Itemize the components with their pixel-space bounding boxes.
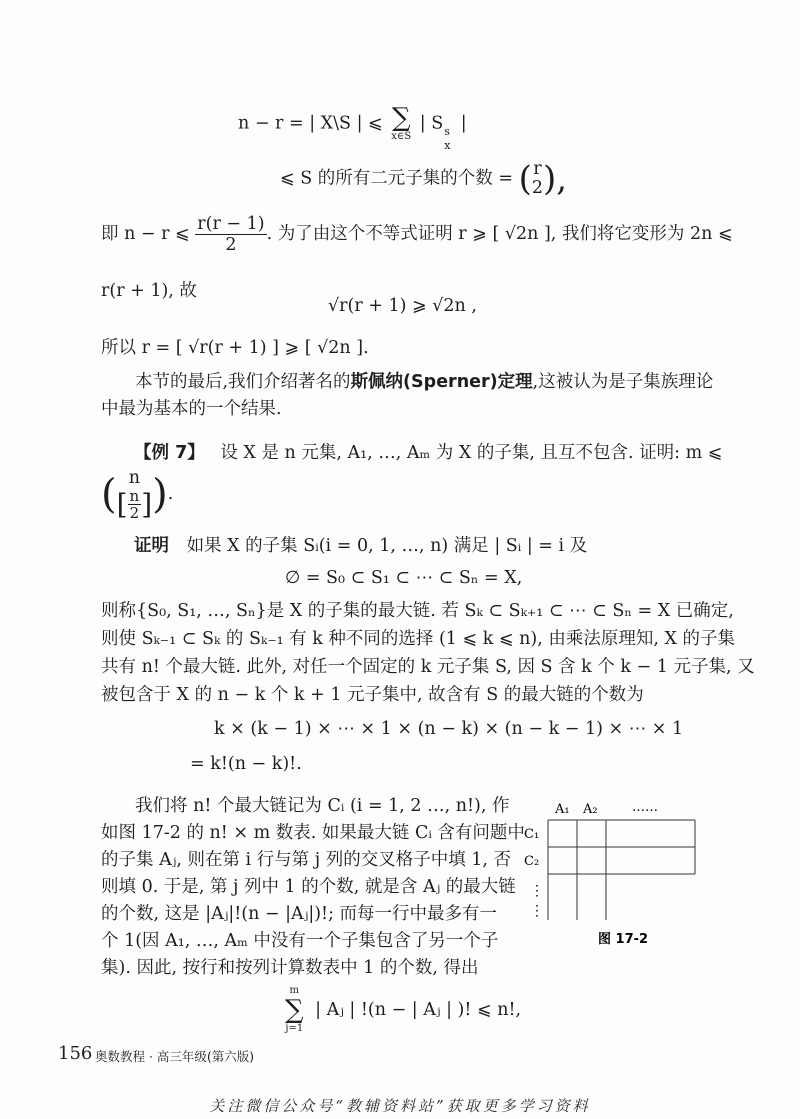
figure-caption: 图 17-2	[598, 932, 649, 947]
eq1-sub: x	[444, 138, 451, 152]
sum2-top: m	[289, 985, 300, 996]
equation-line-1	[238, 103, 467, 152]
text-line-4: r(r + 1), 故	[101, 281, 197, 301]
frac-num: r(r − 1)	[197, 214, 265, 234]
fig-col-a2: A₂	[583, 802, 598, 817]
text-line-16: 被包含于 X 的 n − k 个 k + 1 元子集中, 故含有 S 的最大链的个数为	[101, 685, 644, 705]
text-line-7	[135, 371, 713, 393]
eq1-sup: s	[444, 124, 450, 138]
result-line: = k!(n − k)!.	[190, 754, 302, 774]
text-line-23: 的个数, 这是 |Aⱼ|!(n − |Aⱼ|)!; 而每一行中最多有一	[101, 904, 498, 924]
sum-symbol: ∑ x∈S	[391, 103, 412, 142]
sum-symbol-2: m ∑ j=1	[285, 985, 304, 1034]
text-line-24: 个 1(因 A₁, …, Aₘ 中没有一个子集包含了另一个子	[101, 931, 499, 951]
text-line-13: 则称{S₀, S₁, …, Sₙ}是 X 的子集的最大链. 若 Sₖ ⊂ Sₖ₊₁ ⊂ ⋯ ⊂ Sₙ = X 已确定,	[101, 601, 734, 621]
text-line-25: 集). 因此, 按行和按列计算数表中 1 的个数, 得出	[101, 958, 479, 978]
example-label: 【例 7】	[134, 443, 205, 463]
product-line: k × (k − 1) × ⋯ × 1 × (n − k) × (n − k − 1) × ⋯ × 1	[214, 719, 684, 739]
proof-label: 证明	[134, 536, 169, 556]
eq1-left: n − r = | X\S | ⩽	[238, 113, 383, 134]
watermark: 关注微信公众号“教辅资料站”获取更多学习资料	[209, 1097, 591, 1115]
text-line-15: 共有 n! 个最大链. 此外, 对任一个固定的 k 元子集 S, 因 S 含 k 个 k − 1 元子集, 又	[101, 657, 755, 677]
frac-den: 2	[225, 235, 237, 255]
fraction-r	[195, 214, 266, 255]
fig-row-dots-1: ⋮	[530, 883, 544, 899]
eq2-text: ⩽ S 的所有二元子集的个数 =	[280, 168, 514, 189]
text-line-20: 如图 17-2 的 n! × m 数表. 如果最大链 Cᵢ 含有问题中	[101, 823, 525, 843]
fig-row-c1: C₁	[524, 827, 540, 842]
text-line-19: 我们将 n! 个最大链记为 Cᵢ (i = 1, 2 …, n!), 作	[135, 796, 510, 816]
fig-col-dots: ……	[632, 800, 658, 815]
fig-row-dots-2: ⋮	[530, 903, 544, 919]
proof-text: 如果 X 的子集 Sᵢ(i = 0, 1, …, n) 满足 | Sᵢ | = i 及	[186, 536, 588, 556]
l3-part-a: 即 n − r ⩽	[101, 224, 190, 244]
figure-17-2	[520, 795, 710, 950]
binom-bottom: 2	[531, 178, 543, 198]
binom2-top: n	[128, 468, 141, 488]
eq1-end: |	[460, 113, 467, 134]
sum2-expression: | Aⱼ | !(n − | Aⱼ | )! ⩽ n!,	[315, 999, 522, 1020]
chain-equation: ∅ = S₀ ⊂ S₁ ⊂ ⋯ ⊂ Sₙ = X,	[285, 568, 523, 588]
eq2-end: ),	[543, 159, 568, 199]
binom2-den: 2	[129, 504, 140, 522]
l3-part-b: . 为了由这个不等式证明 r ⩾ [ √2n ], 我们将它变形为 2n ⩽	[266, 224, 733, 244]
text-line-6: 所以 r = [ √r(r + 1) ] ⩾ [ √2n ].	[101, 338, 369, 358]
sum-limit: x∈S	[391, 131, 412, 142]
text-line-8: 中最为基本的一个结果.	[101, 399, 282, 419]
example-7-line	[134, 442, 722, 464]
book-title: 奥数教程 · 高三年级(第六版)	[95, 1049, 255, 1064]
text-line-3	[101, 214, 733, 255]
binom2-end: .	[167, 484, 174, 504]
equation-line-2: ⩽ S 的所有二元子集的个数 = ( r 2 ),	[280, 159, 568, 199]
proof-line-1	[134, 535, 587, 557]
l7-a: 本节的最后,我们介绍著名的	[135, 372, 351, 392]
binom2-num: n	[129, 487, 140, 505]
binomial-n-half: ( n [ $\frac{n}{2}$ ]).	[101, 468, 174, 522]
sum-inequality	[285, 985, 521, 1035]
text-line-22: 则填 0. 于是, 第 j 列中 1 的个数, 就是含 Aⱼ 的最大链	[101, 877, 516, 897]
fig-col-a1: A₁	[555, 802, 570, 817]
l7-c: ,这被认为是子集族理论	[532, 372, 714, 392]
page-number: 156	[58, 1043, 93, 1064]
sum2-bottom: j=1	[285, 1023, 304, 1034]
fig-row-c2: C₂	[524, 854, 540, 869]
text-line-14: 则使 Sₖ₋₁ ⊂ Sₖ 的 Sₖ₋₁ 有 k 种不同的选择 (1 ⩽ k ⩽ n), 由乘法原理知, X 的子集	[101, 629, 735, 649]
sperner-theorem-term: 斯佩纳(Sperner)定理	[350, 372, 533, 392]
equation-line-5: √r(r + 1) ⩾ √2n ,	[328, 296, 477, 316]
binom-top: r	[533, 159, 542, 179]
text-line-21: 的子集 Aⱼ, 则在第 i 行与第 j 列的交叉格子中填 1, 否	[101, 850, 512, 870]
eq1-term: | S	[419, 113, 444, 134]
example-statement: 设 X 是 n 元集, A₁, …, Aₘ 为 X 的子集, 且互不包含. 证明: m ⩽	[220, 443, 723, 463]
